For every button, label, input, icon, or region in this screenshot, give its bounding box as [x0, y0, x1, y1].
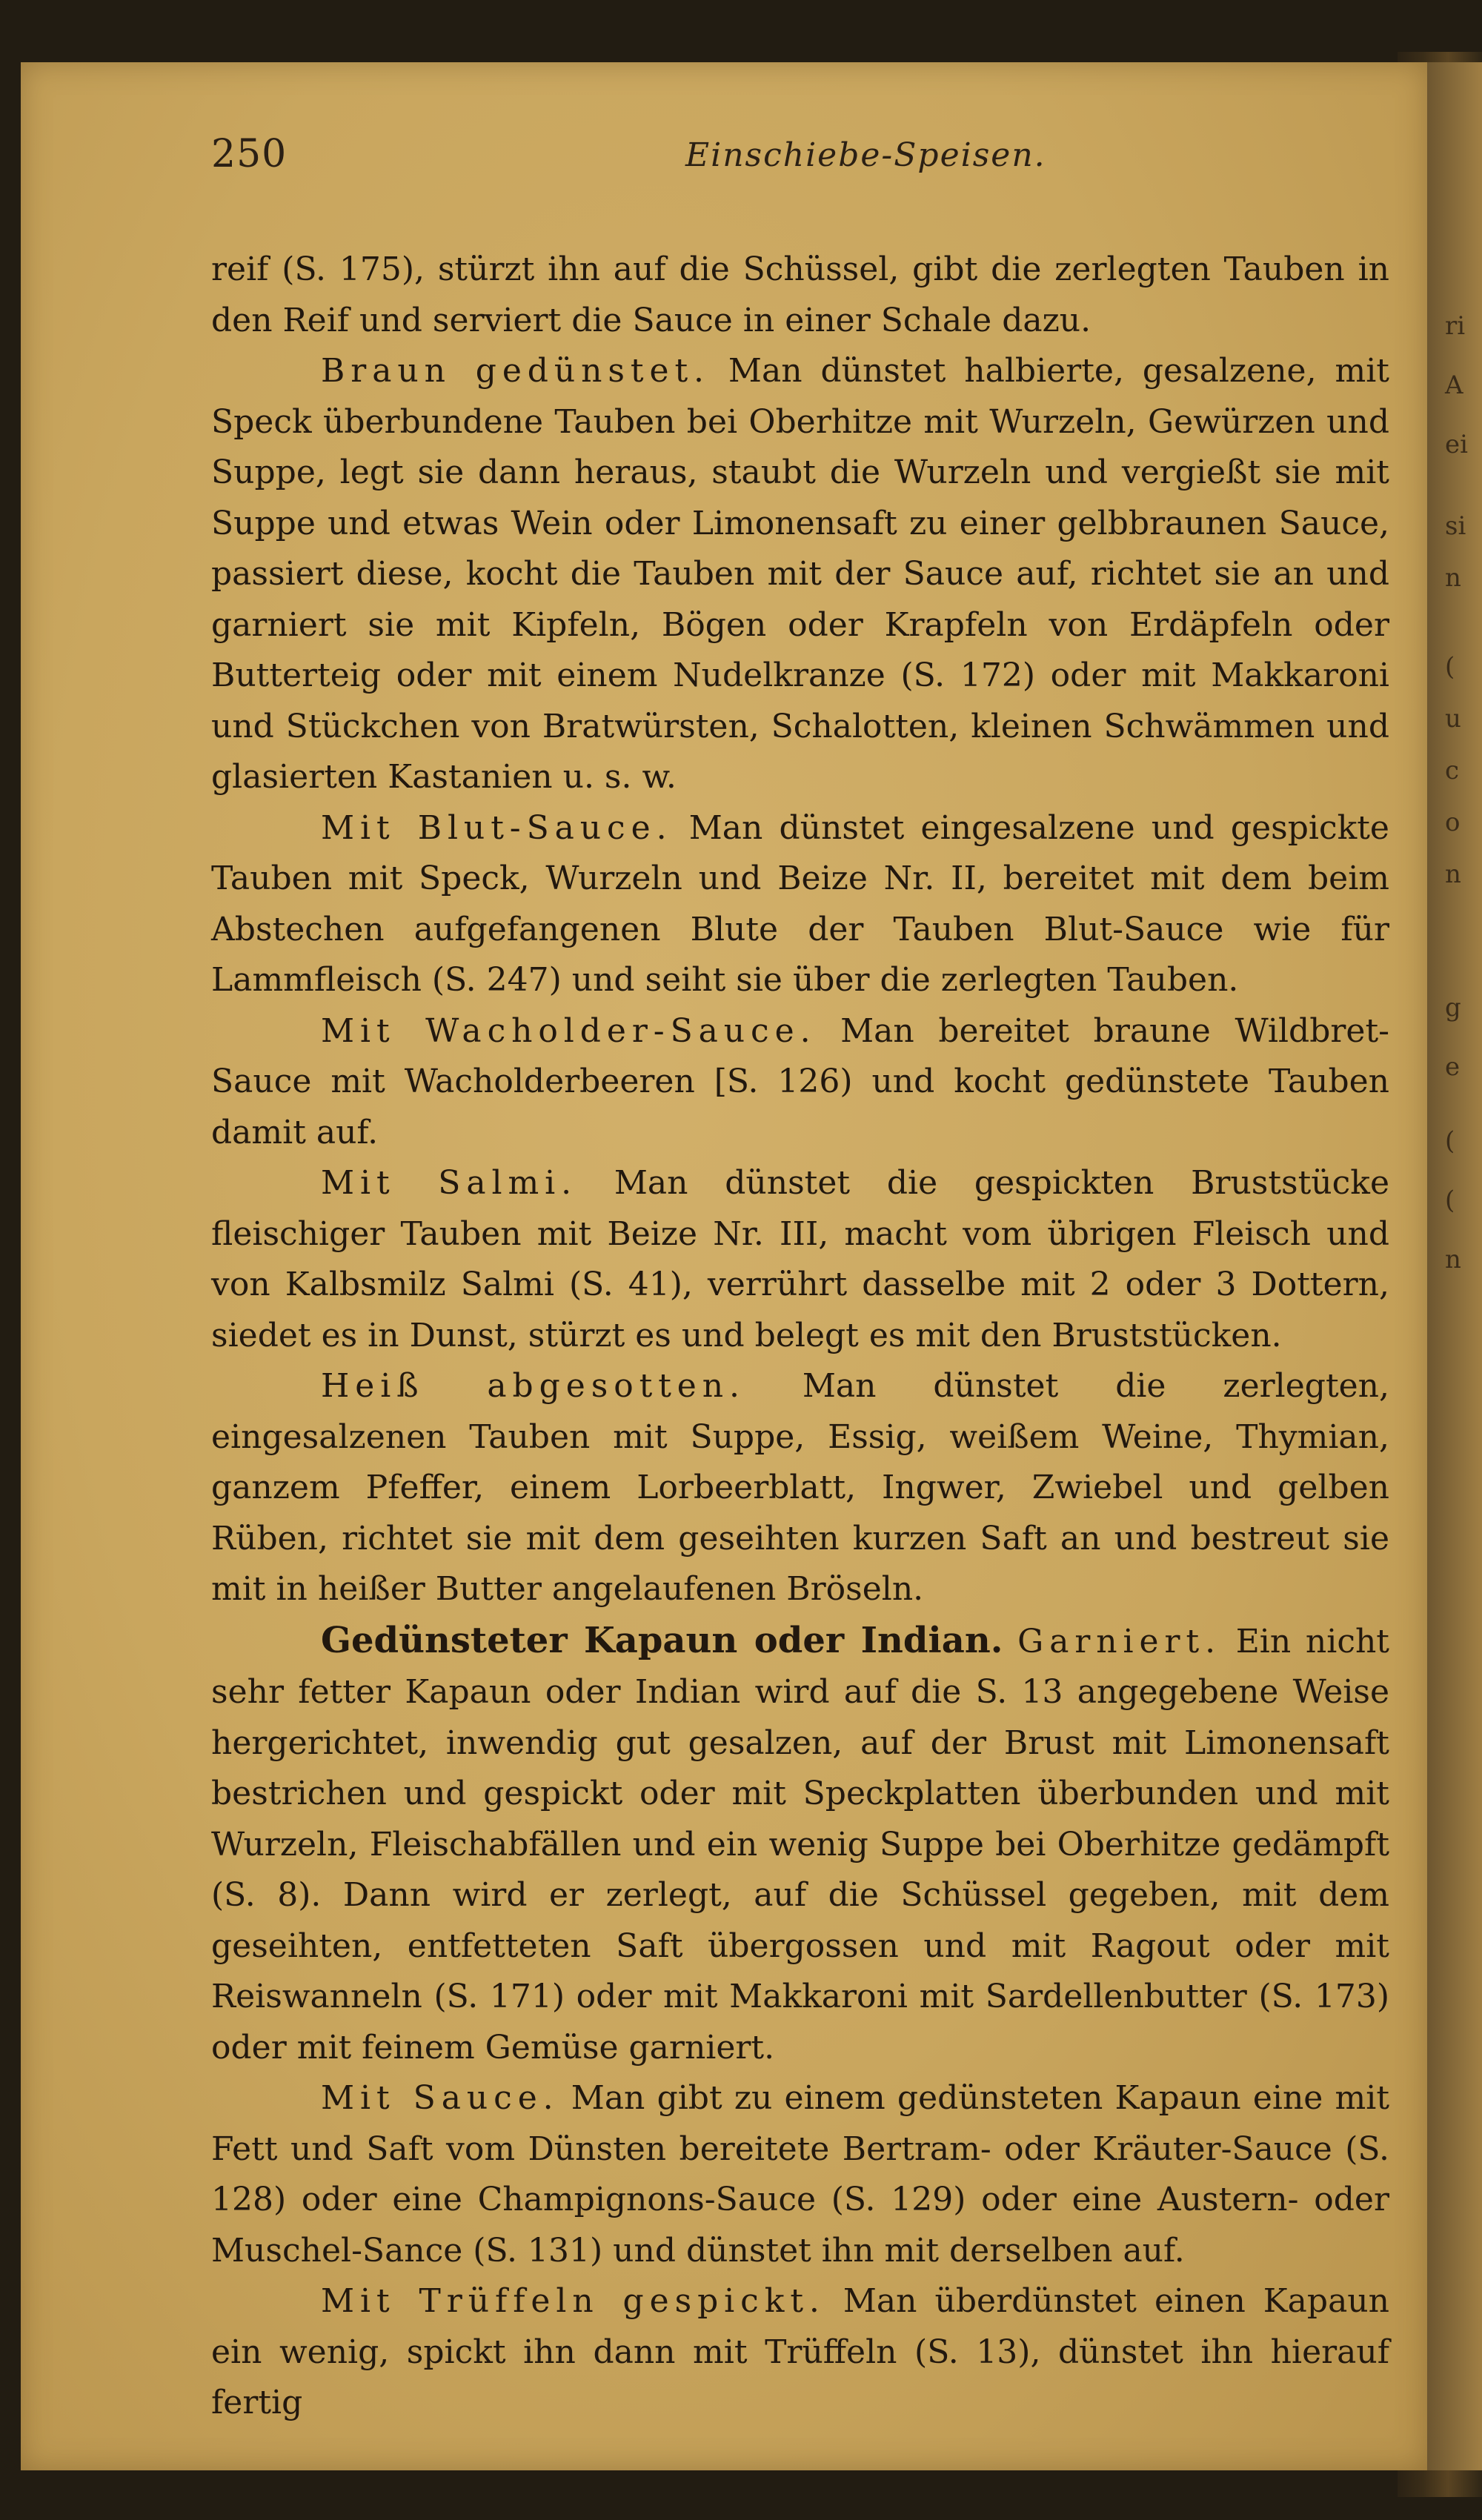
- margin-letter: c: [1445, 756, 1460, 785]
- paragraph-text: Man dünstet die zerlegten, eingesalzenen Tauben mit Suppe, Essig, weißem Weine, Thymian, ganzem Pfeffer, einem Lorbeerblatt, Ingwer, Zwiebel und gelben Rüben, richtet sie mit dem geseihten kurzen Saft an und bestreut sie mit in heißer Butter angelaufenen Bröseln.: [211, 1367, 1389, 1608]
- paragraph-text: Man dünstet eingesalzene und gespickte Tauben mit Speck, Wurzeln und Beize Nr. II, bereitet mit dem beim Abstechen aufgefangenen Blute der Tauben Blut-Sauce wie für Lammfleisch (S. 247) und seiht sie über die zerlegten Tauben.: [211, 808, 1389, 999]
- margin-letter: ei: [1445, 430, 1468, 459]
- paragraph-wacholder-sauce: [211, 1006, 1389, 1159]
- paragraph-lead: Mit Wacholder-Sauce.: [321, 1011, 817, 1050]
- paragraph-lead: Mit Blut-Sauce.: [321, 808, 673, 847]
- margin-letter: n: [1445, 860, 1461, 889]
- paragraph-text: Man dünstet die gespickten Bruststücke fleischiger Tauben mit Beize Nr. III, macht vom übrigen Fleisch und von Kalbsmilz Salmi (S. 41), verrührt dasselbe mit 2 oder 3 Dottern, siedet es in Dunst, stürzt es und belegt es mit den Bruststücken.: [211, 1164, 1389, 1354]
- paragraph-lead: Mit Sauce.: [321, 2079, 559, 2117]
- paragraph-heiss-abgesotten: [211, 1361, 1389, 1615]
- margin-letter: n: [1445, 563, 1461, 593]
- margin-letter: e: [1445, 1052, 1461, 1082]
- paragraph-text: Ein nicht sehr fetter Kapaun oder Indian wird auf die S. 13 angegebene Weise hergerichtet, inwendig gut gesalzen, auf der Brust mit Limonensaft bestrichen und gespickt oder mit Speckplatten überbunden und mit Wurzeln, Fleischabfällen und ein wenig Suppe bei Oberhitze gedämpft (S. 8). Dann wird er zerlegt, auf die Schüssel gegeben, mit dem geseihten, entfetteten Saft übergossen und mit Ragout oder mit Reiswanneln (S. 171) oder mit Makkaroni mit Sardellenbutter (S. 173) oder mit feinem Gemüse garniert.: [211, 1622, 1389, 2067]
- paragraph-salmi: [211, 1158, 1389, 1361]
- margin-letter: (: [1445, 1186, 1455, 1215]
- recipe-title: Gedünsteter Kapaun oder Indian.: [321, 1619, 1003, 1661]
- paragraph-text: Man dünstet halbierte, gesalzene, mit Speck überbundene Tauben bei Oberhitze mit Wurzeln, Gewürzen und Suppe, legt sie dann heraus, staubt die Wurzeln und vergießt sie mit Suppe und etwas Wein oder Limonensaft zu einer gelbbraunen Sauce, passiert diese, kocht die Tauben mit der Sauce auf, richtet sie an und garniert sie mit Kipfeln, Bögen oder Krapfeln von Erdäpfeln oder Butterteig oder mit einem Nudelkranze (S. 172) oder mit Makkaroni und Stückchen von Bratwürsten, Schalotten, kleinen Schwämmen und glasierten Kastanien u. s. w.: [211, 352, 1389, 796]
- paragraph-trueffeln: [211, 2276, 1389, 2429]
- paragraph-text: Man bereitet braune Wildbret-Sauce mit Wacholderbeeren [S. 126) und kocht gedünstete Tauben damit auf.: [211, 1011, 1389, 1151]
- paragraph-braun-gedunstet: [211, 346, 1389, 803]
- page-number: 250: [211, 132, 288, 176]
- paragraph-lead: Garniert.: [1017, 1622, 1221, 1660]
- margin-letter: u: [1445, 704, 1461, 734]
- running-head: Einschiebe-Speisen.: [685, 136, 1046, 174]
- margin-letter: A: [1445, 370, 1463, 400]
- margin-letter: (: [1445, 652, 1455, 682]
- margin-letter: o: [1445, 808, 1461, 837]
- paragraph-text: Man überdünstet einen Kapaun ein wenig, spickt ihn dann mit Trüffeln (S. 13), dünstet ihn hierauf fertig: [211, 2282, 1389, 2421]
- margin-letter: g: [1445, 993, 1461, 1023]
- margin-letter: (: [1445, 1126, 1455, 1156]
- margin-letter: n: [1445, 1245, 1461, 1274]
- paragraph-continuation: [211, 245, 1389, 346]
- paragraph-text: reif (S. 175), stürzt ihn auf die Schüssel, gibt die zerlegten Tauben in den Reif und serviert die Sauce in einer Schale dazu.: [211, 250, 1389, 339]
- body-text: [211, 245, 1389, 2429]
- page-header: [211, 132, 1389, 199]
- margin-letter: ri: [1445, 311, 1466, 341]
- paragraph-mit-sauce: [211, 2073, 1389, 2276]
- paragraph-text: Man gibt zu einem gedünsteten Kapaun eine mit Fett und Saft vom Dünsten bereitete Bertram- oder Kräuter-Sauce (S. 128) oder eine Champignons-Sauce (S. 129) oder eine Austern- oder Muschel-Sance (S. 131) und dünstet ihn mit derselben auf.: [211, 2079, 1389, 2270]
- paragraph-kapaun: [211, 1615, 1389, 2074]
- paragraph-blut-sauce: [211, 803, 1389, 1006]
- paragraph-lead: Mit Trüffeln gespickt.: [321, 2282, 825, 2320]
- margin-letter: si: [1445, 511, 1466, 541]
- paragraph-lead: Mit Salmi.: [321, 1164, 578, 1202]
- paragraph-lead: Braun gedünstet.: [321, 352, 710, 390]
- paragraph-lead: Heiß abgesotten.: [321, 1367, 745, 1405]
